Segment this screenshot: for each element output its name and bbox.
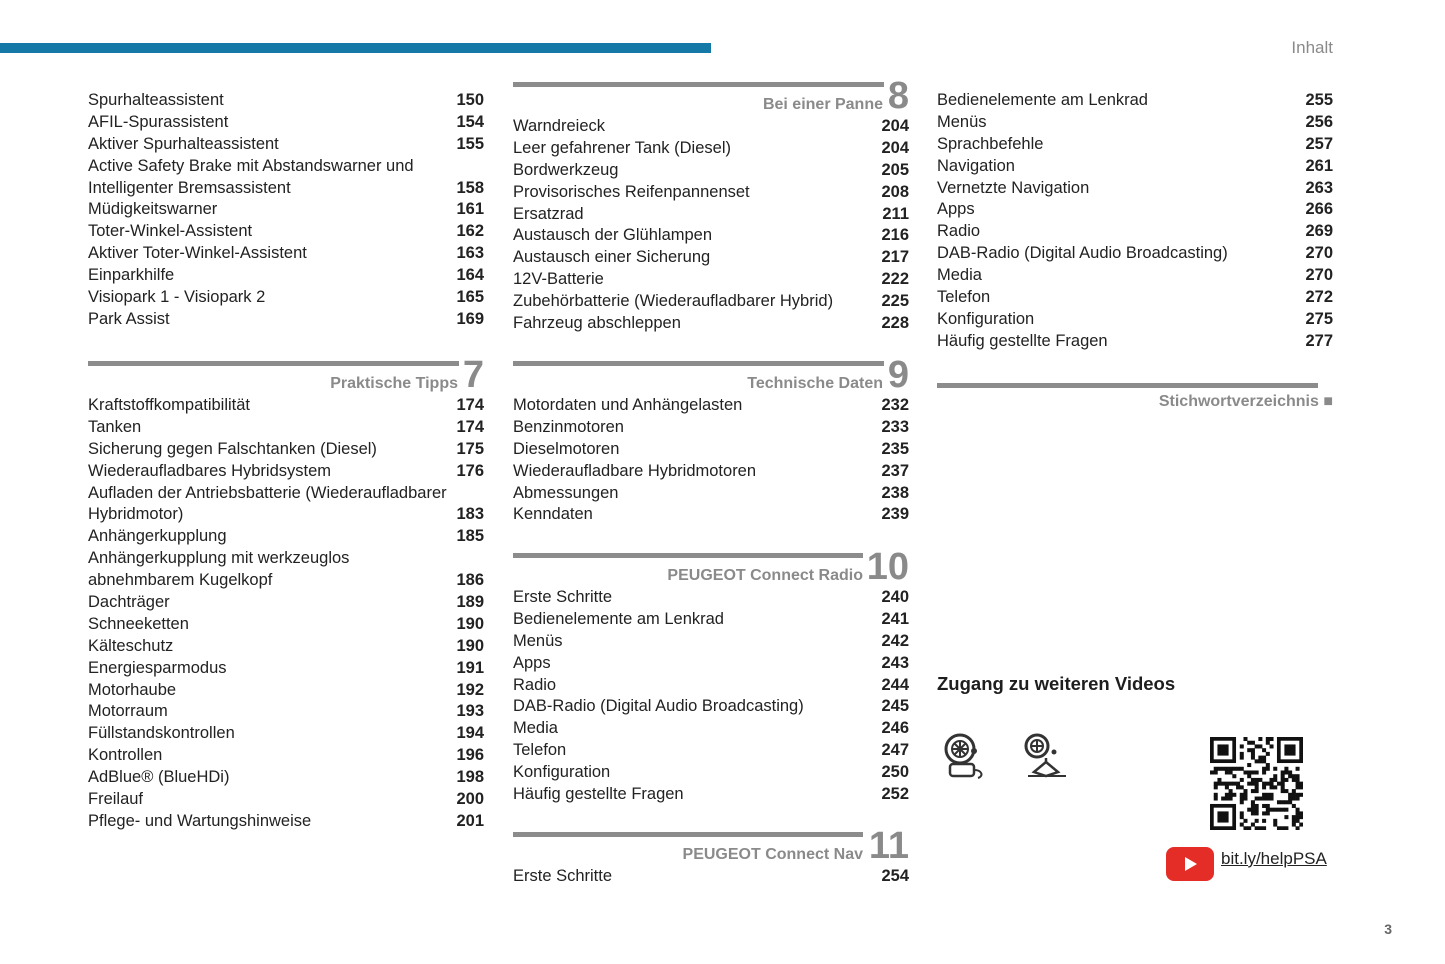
toc-entry-label: AdBlue® (BlueHDi) xyxy=(88,768,230,787)
toc-entry-label: Pflege- und Wartungshinweise xyxy=(88,811,312,830)
toc-entry-page: 270 xyxy=(1305,244,1333,263)
toc-entry[interactable] xyxy=(88,811,484,833)
toc-entry[interactable] xyxy=(513,784,909,806)
toc-entry-label: Anhängerkupplung xyxy=(88,527,227,546)
toc-entry-label: Bordwerkzeug xyxy=(513,160,619,179)
toc-entry-page: 266 xyxy=(1305,200,1333,219)
toc-entry-label: Dieselmotoren xyxy=(513,439,620,458)
toc-entry-page: 169 xyxy=(456,309,484,328)
page-header-title: Inhalt xyxy=(1291,38,1333,57)
section-rule xyxy=(513,361,884,366)
toc-entry-page: 246 xyxy=(881,719,909,738)
toc-entry-page: 241 xyxy=(881,609,909,628)
youtube-icon[interactable] xyxy=(1166,847,1214,881)
toc-entry-page: 154 xyxy=(456,112,484,131)
toc-entry-page: 228 xyxy=(881,314,909,333)
toc-entry[interactable] xyxy=(513,204,909,226)
toc-entry-page: 200 xyxy=(456,790,484,809)
toc-entry[interactable] xyxy=(513,483,909,505)
toc-entry[interactable] xyxy=(937,90,1333,112)
toc-entry-label: Kontrollen xyxy=(88,746,163,765)
toc-entry-page: 244 xyxy=(881,675,909,694)
toc-entry-page: 190 xyxy=(456,614,484,633)
toc-entry-label: Bedienelemente am Lenkrad xyxy=(937,91,1148,109)
toc-entry[interactable] xyxy=(88,723,484,745)
toc-entry[interactable] xyxy=(937,199,1333,221)
toc-entry-page: 252 xyxy=(881,785,909,804)
toc-entry-label: Konfiguration xyxy=(513,763,611,782)
toc-entry-label: abnehmbarem Kugelkopf xyxy=(88,571,273,590)
toc-entry[interactable] xyxy=(513,182,909,204)
toc-entry-label: Zubehörbatterie (Wiederaufladbarer Hybrid) xyxy=(513,292,834,311)
toc-entry-page: 242 xyxy=(881,631,909,650)
toc-entry[interactable] xyxy=(937,287,1333,309)
toc-entry-page: 272 xyxy=(1305,288,1333,307)
toc-entry-label: Energiesparmodus xyxy=(88,658,227,677)
toc-entry[interactable] xyxy=(88,658,484,680)
toc-entry-label: Hybridmotor) xyxy=(88,505,184,524)
toc-column-1-section-7 xyxy=(88,354,484,833)
toc-entry-page: 245 xyxy=(881,697,909,716)
toc-entry[interactable] xyxy=(937,221,1333,243)
section-number: 8 xyxy=(887,75,909,117)
toc-entry[interactable] xyxy=(88,504,484,526)
toc-entry[interactable] xyxy=(88,287,484,309)
toc-entry[interactable] xyxy=(513,160,909,182)
toc-entry[interactable] xyxy=(88,439,484,461)
toc-entry-page: 211 xyxy=(882,204,909,223)
toc-entry[interactable] xyxy=(513,417,909,439)
toc-entry-page: 205 xyxy=(881,160,909,179)
toc-entry-page: 158 xyxy=(456,178,484,197)
toc-entry[interactable] xyxy=(937,112,1333,134)
toc-column-1 xyxy=(88,90,484,331)
toc-entry-label: Spurhalteassistent xyxy=(88,91,224,109)
toc-entry-page: 196 xyxy=(456,746,484,765)
toc-entry-page: 163 xyxy=(456,244,484,263)
toc-entry[interactable] xyxy=(88,636,484,658)
toc-list-connect-radio xyxy=(513,587,909,806)
toc-entry[interactable] xyxy=(88,309,484,331)
section-header-10 xyxy=(513,546,909,588)
toc-entry-label: Leer gefahrener Tank (Diesel) xyxy=(513,138,731,157)
toc-entry-label: Wiederaufladbare Hybridmotoren xyxy=(513,461,757,480)
toc-entry-page: 240 xyxy=(881,588,909,606)
section-rule xyxy=(937,383,1318,388)
toc-entry-label: Fahrzeug abschleppen xyxy=(513,314,681,333)
toc-entry-label: Häufig gestellte Fragen xyxy=(513,785,684,804)
toc-entry-label: Sprachbefehle xyxy=(937,134,1044,153)
section-number: 10 xyxy=(866,546,909,588)
toc-entry-page: 208 xyxy=(881,182,909,201)
toc-entry[interactable] xyxy=(937,156,1333,178)
toc-entry-label: Park Assist xyxy=(88,309,170,328)
toc-entry-page: 235 xyxy=(881,439,909,458)
toc-entry-label: Müdigkeitswarner xyxy=(88,200,218,219)
toc-entry-page: 255 xyxy=(1305,91,1333,109)
section-header-9 xyxy=(513,354,909,396)
toc-entry[interactable] xyxy=(513,269,909,291)
toc-entry[interactable] xyxy=(88,395,484,417)
section-number: 7 xyxy=(462,354,484,396)
toc-entry-label: Menüs xyxy=(937,112,987,131)
toc-entry-label: Ersatzrad xyxy=(513,204,584,223)
toc-entry[interactable] xyxy=(513,718,909,740)
top-accent-bar xyxy=(0,43,711,53)
toc-entry[interactable] xyxy=(513,866,909,888)
toc-entry-label: DAB-Radio (Digital Audio Broadcasting) xyxy=(513,697,804,716)
toc-entry-label: Apps xyxy=(513,653,551,672)
toc-entry-label: Austausch der Glühlampen xyxy=(513,226,713,245)
toc-entry-label: Wiederaufladbares Hybridsystem xyxy=(88,461,332,480)
toc-entry-page: 174 xyxy=(456,417,484,436)
toc-entry-label: Füllstandskontrollen xyxy=(88,724,235,743)
toc-list-praktische-tipps xyxy=(88,395,484,833)
toc-entry-page: 256 xyxy=(1305,112,1333,131)
toc-column-2-section-8 xyxy=(513,75,909,335)
toc-entry-label: Navigation xyxy=(937,156,1015,175)
toc-entry-label: Dachträger xyxy=(88,593,170,612)
toc-entry-label: Erste Schritte xyxy=(513,867,613,885)
toc-entry[interactable] xyxy=(88,745,484,767)
toc-entry[interactable] xyxy=(88,680,484,702)
section-title: Technische Daten xyxy=(747,375,883,392)
toc-entry-page: 261 xyxy=(1305,156,1333,175)
toc-entry-page: 185 xyxy=(456,527,484,546)
toc-entry-label: Warndreieck xyxy=(513,117,605,135)
toc-entry[interactable] xyxy=(88,767,484,789)
toc-entry[interactable] xyxy=(88,221,484,243)
toc-entry-page: 243 xyxy=(881,653,909,672)
toc-entry[interactable] xyxy=(88,178,484,200)
toc-entry[interactable] xyxy=(88,789,484,811)
toc-entry-page: 269 xyxy=(1305,222,1333,241)
toc-entry-label: DAB-Radio (Digital Audio Broadcasting) xyxy=(937,244,1228,263)
toc-entry-label: Vernetzte Navigation xyxy=(937,178,1090,197)
toc-entry[interactable] xyxy=(513,762,909,784)
toc-entry[interactable] xyxy=(937,134,1333,156)
toc-entry-label: Aktiver Toter-Winkel-Assistent xyxy=(88,244,307,263)
section-title: Bei einer Panne xyxy=(762,96,883,113)
toc-entry-label: Freilauf xyxy=(88,790,144,809)
toc-entry[interactable] xyxy=(513,138,909,160)
toc-entry-page: 176 xyxy=(456,461,484,480)
toc-column-2-section-11 xyxy=(513,825,909,888)
section-title: PEUGEOT Connect Nav xyxy=(682,846,863,863)
toc-entry-page: 198 xyxy=(456,768,484,787)
toc-entry[interactable] xyxy=(88,461,484,483)
section-rule xyxy=(513,553,863,558)
toc-entry[interactable] xyxy=(513,609,909,631)
toc-entry-label: Active Safety Brake mit Abstandswarner und xyxy=(88,156,414,175)
toc-entry-page: 277 xyxy=(1305,331,1333,350)
toc-list-connect-nav xyxy=(513,866,909,888)
toc-entry[interactable] xyxy=(513,504,909,526)
section-header-7 xyxy=(88,354,484,396)
toc-entry-label: Intelligenter Bremsassistent xyxy=(88,178,291,197)
toc-entry-label: Toter-Winkel-Assistent xyxy=(88,222,253,241)
toc-entry-label: Motorhaube xyxy=(88,680,177,699)
play-icon xyxy=(1185,857,1197,871)
toc-entry[interactable] xyxy=(88,526,484,548)
toc-entry-page: 250 xyxy=(881,763,909,782)
toc-entry-label: Austausch einer Sicherung xyxy=(513,248,711,267)
section-rule xyxy=(88,361,459,366)
toc-entry-page: 204 xyxy=(881,138,909,157)
tyre-repair-kit-icon[interactable] xyxy=(940,732,992,789)
toc-entry-label: Kälteschutz xyxy=(88,636,174,655)
toc-entry[interactable] xyxy=(88,265,484,287)
toc-entry[interactable] xyxy=(513,631,909,653)
toc-entry[interactable] xyxy=(513,587,909,609)
toc-entry[interactable] xyxy=(88,483,484,505)
toc-entry-label: Aktiver Spurhalteassistent xyxy=(88,134,279,153)
toc-entry-page: 175 xyxy=(456,439,484,458)
section-rule xyxy=(513,82,884,87)
toc-entry-page: 155 xyxy=(456,134,484,153)
toc-entry-page: 161 xyxy=(456,200,484,219)
toc-entry-label: Telefon xyxy=(513,741,567,760)
toc-entry-label: Erste Schritte xyxy=(513,588,613,606)
toc-entry-page: 237 xyxy=(881,461,909,480)
toc-entry-page: 201 xyxy=(456,811,484,830)
toc-entry-label: Kenndaten xyxy=(513,505,593,524)
toc-entry[interactable] xyxy=(513,696,909,718)
toc-entry-label: Menüs xyxy=(513,631,563,650)
video-link[interactable]: bit.ly/helpPSA xyxy=(1221,849,1327,868)
toc-entry[interactable] xyxy=(937,243,1333,265)
toc-entry-page: 238 xyxy=(881,483,909,502)
section-number: 9 xyxy=(887,354,909,396)
toc-entry[interactable] xyxy=(88,90,484,112)
toc-entry-page: 192 xyxy=(456,680,484,699)
toc-entry-label: Tanken xyxy=(88,417,142,436)
toc-entry[interactable] xyxy=(88,199,484,221)
toc-entry[interactable] xyxy=(513,740,909,762)
section-number: 11 xyxy=(868,825,909,867)
toc-column-3 xyxy=(937,90,1333,353)
toc-entry-page: 216 xyxy=(881,226,909,245)
toc-entry-label: Einparkhilfe xyxy=(88,266,175,285)
toc-entry-label: Aufladen der Antriebsbatterie (Wiederaufladbarer xyxy=(88,483,447,502)
page-number: 3 xyxy=(1384,921,1392,937)
toc-entry[interactable] xyxy=(88,548,484,570)
toc-entry-page: 263 xyxy=(1305,178,1333,197)
toc-entry[interactable] xyxy=(513,225,909,247)
toc-entry[interactable] xyxy=(513,116,909,138)
toc-entry-page: 225 xyxy=(881,292,909,311)
toc-entry[interactable] xyxy=(88,570,484,592)
qr-code-icon[interactable] xyxy=(1210,737,1303,830)
toc-entry[interactable] xyxy=(88,134,484,156)
toc-entry-page: 186 xyxy=(456,571,484,590)
toc-entry-page: 193 xyxy=(456,702,484,721)
toc-entry[interactable] xyxy=(513,247,909,269)
toc-entry-page: 189 xyxy=(456,593,484,612)
toc-entry-label: Anhängerkupplung mit werkzeuglos xyxy=(88,549,350,568)
toc-entry-page: 257 xyxy=(1305,134,1333,153)
toc-entry[interactable] xyxy=(88,243,484,265)
toc-entry-label: Benzinmotoren xyxy=(513,417,624,436)
toc-entry-label: Radio xyxy=(513,675,557,694)
toc-entry-label: Kraftstoffkompatibilität xyxy=(88,396,251,414)
toc-entry-page: 191 xyxy=(456,658,484,677)
toc-entry-page: 254 xyxy=(881,867,909,885)
toc-entry-page: 247 xyxy=(881,741,909,760)
section-title: PEUGEOT Connect Radio xyxy=(667,567,863,584)
toc-entry[interactable] xyxy=(513,395,909,417)
toc-entry-page: 164 xyxy=(456,266,484,285)
toc-entry-label: AFIL-Spurassistent xyxy=(88,112,229,131)
toc-list-connect-nav-continued xyxy=(937,90,1333,353)
toc-entry-page: 165 xyxy=(456,288,484,307)
section-header-11 xyxy=(513,825,909,867)
toc-entry-page: 194 xyxy=(456,724,484,743)
toc-entry[interactable] xyxy=(513,439,909,461)
toc-entry[interactable] xyxy=(88,614,484,636)
index-section-header[interactable] xyxy=(937,383,1333,417)
toc-entry[interactable] xyxy=(88,701,484,723)
toc-entry-page: 233 xyxy=(881,417,909,436)
toc-entry-label: Häufig gestellte Fragen xyxy=(937,331,1108,350)
toc-list-bei-einer-panne xyxy=(513,116,909,335)
toc-entry-page: 232 xyxy=(881,396,909,414)
toc-entry-page: 204 xyxy=(881,117,909,135)
toc-entry-label: Telefon xyxy=(937,288,991,307)
toc-entry[interactable] xyxy=(513,461,909,483)
toc-column-2-section-9 xyxy=(513,354,909,526)
toc-entry[interactable] xyxy=(88,592,484,614)
toc-entry-page: 239 xyxy=(881,505,909,524)
toc-entry[interactable] xyxy=(513,291,909,313)
toc-entry-page: 190 xyxy=(456,636,484,655)
toc-entry-page: 162 xyxy=(456,222,484,241)
toc-entry-label: Motordaten und Anhängelasten xyxy=(513,396,743,414)
toc-entry[interactable] xyxy=(513,653,909,675)
toc-entry-label: 12V-Batterie xyxy=(513,270,604,289)
section-title: Praktische Tipps xyxy=(330,375,458,392)
toc-entry-label: Bedienelemente am Lenkrad xyxy=(513,609,724,628)
toc-entry[interactable] xyxy=(88,417,484,439)
toc-entry-page: 150 xyxy=(456,91,484,109)
toc-entry[interactable] xyxy=(937,178,1333,200)
toc-entry-page: 275 xyxy=(1305,309,1333,328)
toc-entry[interactable] xyxy=(88,156,484,178)
toc-entry-label: Abmessungen xyxy=(513,483,619,502)
toc-entry-label: Motorraum xyxy=(88,702,168,721)
toc-entry-page: 217 xyxy=(881,248,909,267)
toc-entry[interactable] xyxy=(937,309,1333,331)
section-rule xyxy=(513,832,863,837)
toc-entry-label: Apps xyxy=(937,200,975,219)
toc-entry-page: 183 xyxy=(456,505,484,524)
toc-entry-label: Media xyxy=(937,266,982,285)
toc-list-driving-aids xyxy=(88,90,484,331)
toc-entry[interactable] xyxy=(513,313,909,335)
toc-entry-label: Media xyxy=(513,719,558,738)
toc-entry-page: 270 xyxy=(1305,266,1333,285)
toc-entry-label: Provisorisches Reifenpannenset xyxy=(513,182,750,201)
toc-entry[interactable] xyxy=(937,265,1333,287)
toc-column-2-section-10 xyxy=(513,546,909,806)
spare-wheel-jack-icon[interactable] xyxy=(1020,732,1072,789)
section-header-8 xyxy=(513,75,909,117)
toc-list-technische-daten xyxy=(513,395,909,526)
videos-heading: Zugang zu weiteren Videos xyxy=(937,673,1176,694)
toc-entry-label: Schneeketten xyxy=(88,614,189,633)
toc-entry-label: Radio xyxy=(937,222,981,241)
toc-entry[interactable] xyxy=(88,112,484,134)
toc-entry-page: 174 xyxy=(456,396,484,414)
toc-entry[interactable] xyxy=(513,675,909,697)
toc-entry-label: Sicherung gegen Falschtanken (Diesel) xyxy=(88,439,377,458)
toc-entry-page: 222 xyxy=(881,270,909,289)
toc-entry-label: Visiopark 1 - Visiopark 2 xyxy=(88,288,266,307)
index-title: Stichwortverzeichnis ■ xyxy=(1158,393,1333,410)
toc-entry-label: Konfiguration xyxy=(937,309,1035,328)
toc-entry[interactable] xyxy=(937,331,1333,353)
